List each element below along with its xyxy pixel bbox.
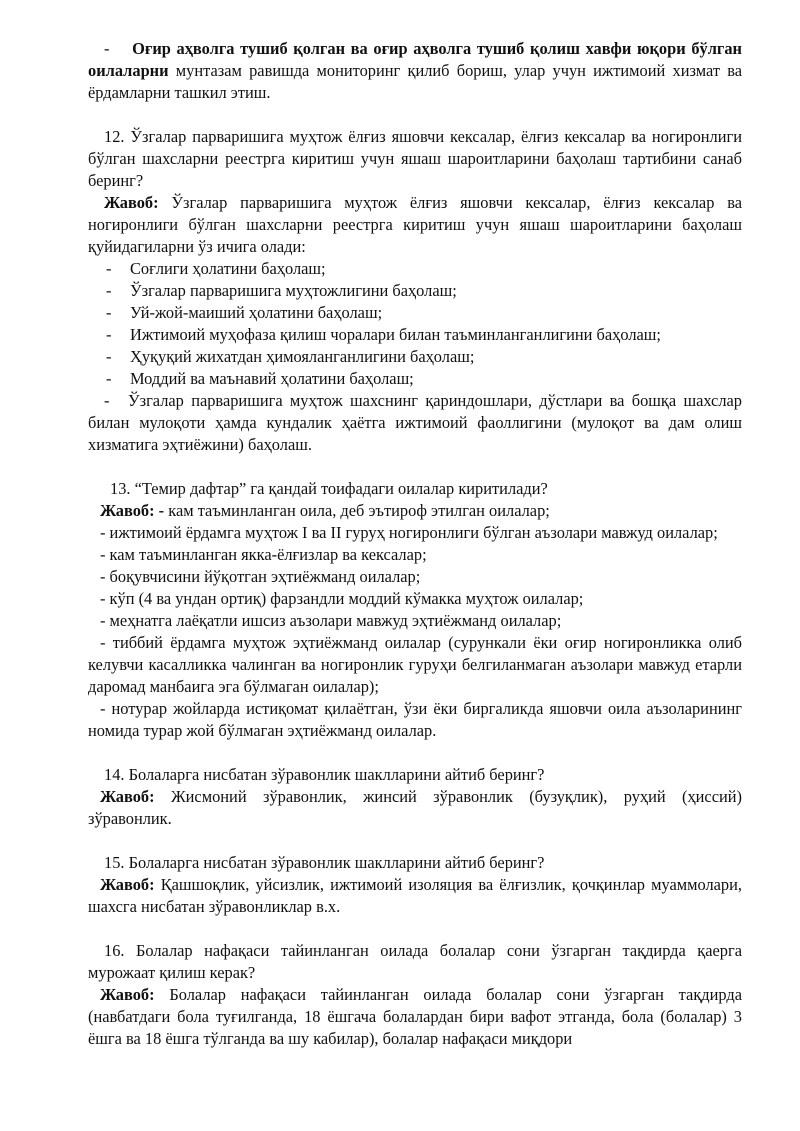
question-16: 16. Болалар нафақаси тайинланган оилада болалар сони ўзгарган тақдирда қаерга мурожаат қилиш керак? <box>88 941 742 982</box>
list-item: - Моддий ва маънавий ҳолатини баҳолаш; <box>106 369 414 388</box>
list-item: - боқувчисини йўқотган эҳтиёжманд оилалар; <box>100 567 421 586</box>
list-item: - Ўзгалар парваришига муҳтожлигини баҳолаш; <box>106 281 457 300</box>
intro-dash: - <box>104 39 110 58</box>
list-item-last: - Ўзгалар парваришига муҳтож шахснинг қариндошлари, дўстлари ва бошқа шахслар билан мулоқоти ҳамда кундалик ҳаётга ижтимоий фаоллигини (мулоқот ва дам олиш хизматига эҳтиёжини) баҳолаш. <box>88 391 742 454</box>
intro-bold-text: Оғир аҳволга тушиб қолган ва оғир аҳволга тушиб қолиш хавфи юқори бўлган оилаларни <box>88 39 743 80</box>
intro-paragraph <box>88 38 742 104</box>
answer-text-13: кам таъминланган оила, деб эътироф этилган оилалар; <box>164 501 550 520</box>
answer-label-14: Жавоб: <box>100 787 155 806</box>
list-item: - Соғлиги ҳолатини баҳолаш; <box>106 259 326 278</box>
question-12: 12. Ўзгалар парваришига муҳтож ёлғиз яшовчи кексалар, ёлғиз кексалар ва ногиронлиги бўлган шахсларни реестрга киритиш учун яшаш шароитларини баҳолаш тартибини санаб беринг? <box>88 127 742 190</box>
answer-16 <box>88 984 742 1050</box>
answer-12 <box>88 192 742 258</box>
answer-text-16: Болалар нафақаси тайинланган оилада болалар сони ўзгарган тақдирда (навбатдаги бола туғилганда, 18 ёшгача болалардан бири вафот этганда, бола (болалар) 3 ёшга ва 18 ёшга тўлганда ва шу кабилар), болалар нафақаси миқдори <box>88 985 742 1048</box>
answer-13 <box>88 500 742 522</box>
answer-text-15: Қашшоқлик, уйсизлик, ижтимоий изоляция ва ёлғизлик, қочқинлар муаммолари, шахсга нисбатан зўравонликлар в.х. <box>88 875 742 916</box>
answer-text-12: Ўзгалар парваришига муҳтож ёлғиз яшовчи кексалар, ёлғиз кексалар ва ногиронлиги бўлган шахсларни реестрга киритиш учун яшаш шароитларини баҳолаш қуйидагиларни ўз ичига олади: <box>88 193 742 256</box>
list-item: - Уй-жой-маиший ҳолатини баҳолаш; <box>106 303 383 322</box>
question-13: 13. “Темир дафтар” га қандай тоифадаги оилалар киритилади? <box>110 479 548 498</box>
list-item: - ижтимоий ёрдамга муҳтож I ва II гуруҳ ногиронлиги бўлган аъзолари мавжуд оилалар; <box>100 523 718 542</box>
list-item: - кўп (4 ва ундан ортиқ) фарзандли моддий кўмакка муҳтож оилалар; <box>100 589 584 608</box>
list-item: - Ҳуқуқий жихатдан ҳимояланганлигини баҳолаш; <box>106 347 475 366</box>
document-page <box>88 38 742 1050</box>
answer-label-12: Жавоб: <box>104 193 159 212</box>
answer-label-16: Жавоб: <box>100 985 155 1004</box>
answer-15 <box>88 874 742 918</box>
list-item: - меҳнатга лаёқатли ишсиз аъзолари мавжуд эҳтиёжманд оилалар; <box>100 611 562 630</box>
question-14: 14. Болаларга нисбатан зўравонлик шаклларини айтиб беринг? <box>104 765 545 784</box>
question-15: 15. Болаларга нисбатан зўравонлик шаклларини айтиб беринг? <box>104 853 545 872</box>
answer-label-15: Жавоб: <box>100 875 155 894</box>
list-item: - нотурар жойларда истиқомат қилаётган, ўзи ёки биргаликда яшовчи оила аъзоларининг номида турар жой бўлмаган эҳтиёжманд оилалар. <box>88 699 742 740</box>
answer-14 <box>88 786 742 830</box>
intro-text: мунтазам равишда мониторинг қилиб бориш, улар учун ижтимоий хизмат ва ёрдамларни ташкил этиш. <box>88 61 742 102</box>
answer-label-13: Жавоб: - <box>100 501 165 520</box>
answer-text-14: Жисмоний зўравонлик, жинсий зўравонлик (бузуқлик), руҳий (ҳиссий) зўравонлик. <box>88 787 742 828</box>
list-item: - кам таъминланган якка-ёлғизлар ва кексалар; <box>100 545 427 564</box>
list-item: - тиббий ёрдамга муҳтож эҳтиёжманд оилалар (сурункали ёки оғир ногиронликка олиб келувчи касалликка чалинган ва ногиронлик гуруҳи белгиланмаган аъзолари мавжуд етарли даромад манбаига эга бўлмаган оилалар); <box>88 633 742 696</box>
list-item: - Ижтимоий муҳофаза қилиш чоралари билан таъминланганлигини баҳолаш; <box>106 325 661 344</box>
